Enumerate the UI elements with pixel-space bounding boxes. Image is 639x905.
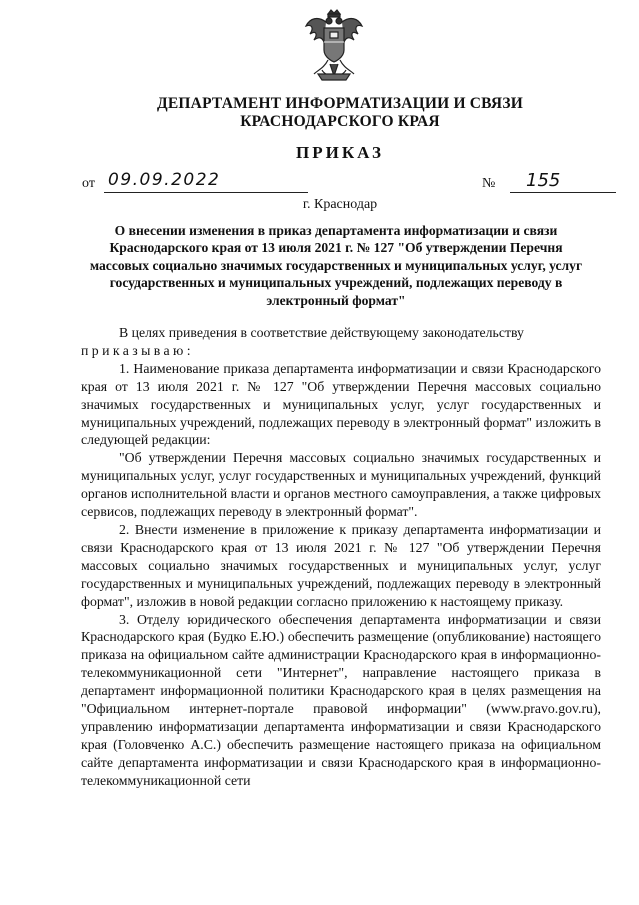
item-3: 3. Отделу юридического обеспечения департамента информатизации и связи Краснодарского края (Будко Е.Ю.) обеспечить размещение (опубликование) настоящего приказа на официальном сайте администрации Краснодарского края в информационно-телекоммуникационной сети "Интернет", направление настоящего приказа в департамент информационной политики Краснодарского края в целях размещения на "Официальном интернет-портале правовой информации" (www.pravo.gov.ru), управлению информатизации департамента информатизации и связи Краснодарского края (Головченко А.С.) обеспечить размещение настоящего приказа на официальном сайте департамента информатизации и связи Краснодарского края в информационно-телекоммуникационной сети xyxy=(81,611,601,788)
department-name xyxy=(60,95,620,131)
orders-word: приказываю: xyxy=(81,342,194,358)
city: г. Краснодар xyxy=(302,197,378,212)
document-body xyxy=(81,324,601,790)
number-prefix: № xyxy=(482,176,496,191)
department-line-2: КРАСНОДАРСКОГО КРАЯ xyxy=(240,113,440,130)
coat-of-arms-emblem xyxy=(304,8,364,84)
intro-paragraph xyxy=(81,324,601,360)
item-1-quote: "Об утверждении Перечня массовых социально значимых государственных и муниципальных услуг, услуг государственных и муниципальных учреждений, функций органов исполнительной власти и органов местного самоуправления, а также цифровых сервисов, подлежащих переводу в электронный формат". xyxy=(81,450,601,520)
handwritten-date: 09.09.2022 xyxy=(104,170,308,193)
department-line-1: ДЕПАРТАМЕНТ ИНФОРМАТИЗАЦИИ И СВЯЗИ xyxy=(157,95,523,112)
subject-heading: О внесении изменения в приказ департамента информатизации и связи Краснодарского края от 13 июля 2021 г. № 127 "Об утверждении Перечня массовых социально значимых государственных и муниципальных услуг, услуг государственных и муниципальных учреждений, подлежащих переводу в электронный формат" xyxy=(89,223,583,308)
item-2: 2. Внести изменение в приложение к приказу департамента информатизации и связи Краснодарского края от 13 июля 2021 г. № 127 "Об утверждении Перечня массовых социально значимых государственных и муниципальных услуг, услуг государственных и муниципальных учреждений, подлежащих переводу в электронный формат", изложив в новой редакции согласно приложению к настоящему приказу. xyxy=(81,521,601,609)
date-number-row xyxy=(82,172,602,196)
intro-text: В целях приведения в соответствие действующему законодательству xyxy=(119,325,524,340)
item-1: 1. Наименование приказа департамента информатизации и связи Краснодарского края от 13 июля 2021 г. № 127 "Об утверждении Перечня массовых социально значимых государственных и муниципальных услуг, услуг государственных и муниципальных учреждений, подлежащих переводу в электронный формат" изложить в следующей редакции: xyxy=(81,360,601,448)
handwritten-number: 155 xyxy=(510,170,616,193)
doc-type-title: ПРИКАЗ xyxy=(296,143,384,162)
date-prefix: от xyxy=(82,176,95,191)
